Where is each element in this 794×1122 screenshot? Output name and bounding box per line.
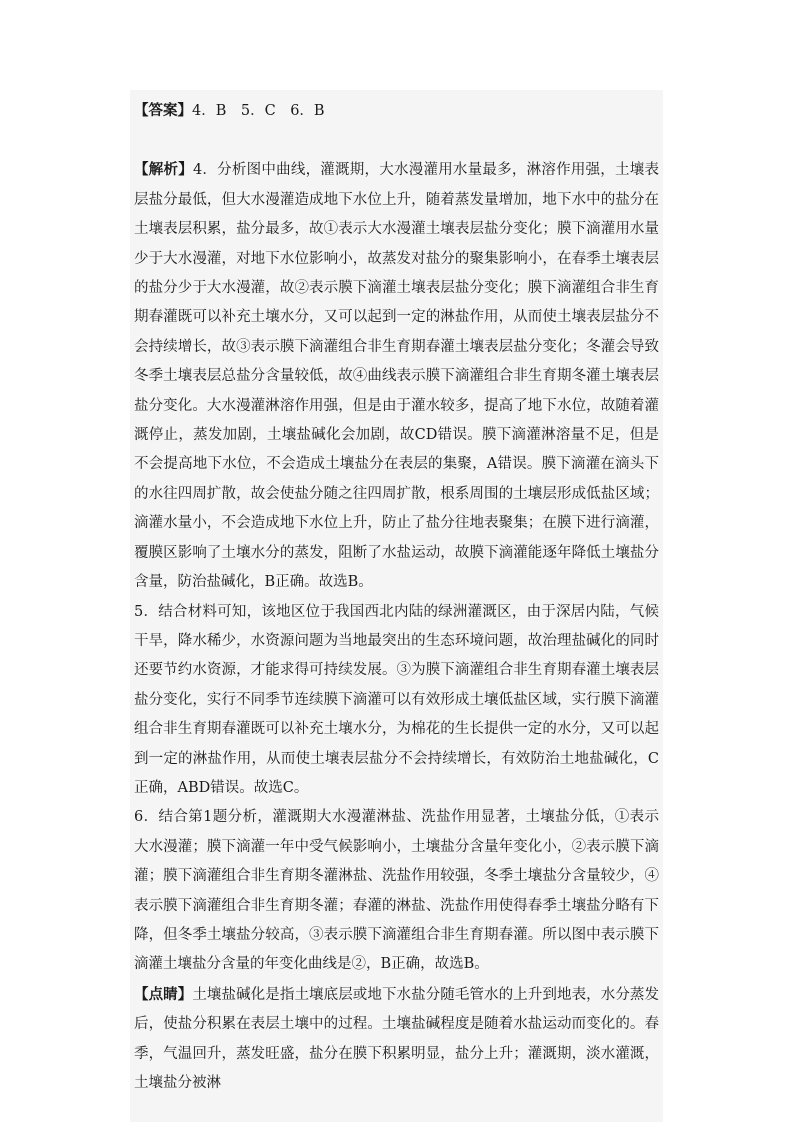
answer-text: 4．B 5．C 6．B [192,103,325,119]
analysis-q4-text: 4．分析图中曲线，灌溉期，大水漫灌用水量最多，淋溶作用强，土壤表层盐分最低，但大水漫灌造成地下水位上升，随着蒸发量增加，地下水中的盐分在土壤表层积累，盐分最多，故①表示大水漫灌土壤表层盐分变化；膜下滴灌用水量少于大水漫灌，对地下水位影响小，故蒸发对盐分的聚集影响小，在春季土壤表层的盐分少于大水漫灌，故②表示膜下滴灌土壤表层盐分变化；膜下滴灌组合非生育期春灌既可以补充土壤水分，又可以起到一定的淋盐作用，从而使土壤表层盐分不会持续增长，故③表示膜下滴灌组合非生育期春灌土壤表层盐分变化；冬灌会导致冬季土壤表层总盐分含量较低，故④曲线表示膜下滴灌组合非生育期冬灌土壤表层盐分变化。大水漫灌淋溶作用强，但是由于灌水较多，提高了地下水位，故随着灌溉停止，蒸发加剧，土壤盐碱化会加剧，故CD错误。膜下滴灌淋溶量不足，但是不会提高地下水位，不会造成土壤盐分在表层的集聚，A错误。膜下滴灌在滴头下的水往四周扩散，故会使盐分随之往四周扩散，根系周围的土壤层形成低盐区域；滴灌水量小，不会造成地下水位上升，防止了盐分往地表聚集；在膜下进行滴灌，覆膜区影响了土壤水分的蒸发，阻断了水盐运动，故膜下滴灌能逐年降低土壤盐分含量，防治盐碱化，B正确。故选B。 [134,162,659,591]
tip-tag: 【点睛】 [134,985,193,1003]
analysis-q4 [134,155,659,597]
analysis-q6: 6．结合第1题分析，灌溉期大水漫灌淋盐、洗盐作用显著，土壤盐分低，①表示大水漫灌；膜下滴灌一年中受气候影响小，土壤盐分含量年变化小，②表示膜下滴灌；膜下滴灌组合非生育期冬灌淋盐、洗盐作用较强，冬季土壤盐分含量较少，④表示膜下滴灌组合非生育期冬灌；春灌的淋盐、洗盐作用使得春季土壤盐分略有下降，但冬季土壤盐分较高，③表示膜下滴灌组合非生育期春灌。所以图中表示膜下滴灌土壤盐分含量的年变化曲线是②，B正确，故选B。 [134,809,659,973]
analysis-q5: 5．结合材料可知，该地区位于我国西北内陆的绿洲灌溉区，由于深居内陆，气候干旱，降水稀少，水资源问题为当地最突出的生态环境问题，故治理盐碱化的同时还要节约水资源，才能求得可持续发展。③为膜下滴灌组合非生育期春灌土壤表层盐分变化，实行不同季节连续膜下滴灌可以有效形成土壤低盐区域，实行膜下滴灌组合非生育期春灌既可以补充土壤水分，为棉花的生长提供一定的水分，又可以起到一定的淋盐作用，从而使土壤表层盐分不会持续增长，有效防治土地盐碱化，C正确，ABD错误。故选C。 [134,603,659,796]
answer-tag: 【答案】 [134,102,192,119]
tip-paragraph [134,980,659,1099]
tip-text: 土壤盐碱化是指土壤底层或地下水盐分随毛管水的上升到地表，水分蒸发后，使盐分积累在表层土壤中的过程。土壤盐碱程度是随着水盐运动而变化的。春季，气温回升，蒸发旺盛，盐分在膜下积累明显，盐分上升；灌溉期，淡水灌溉，土壤盐分被淋 [134,986,659,1091]
document-content [134,96,659,1098]
analysis-tag: 【解析】 [134,161,193,179]
document-page [130,90,663,1122]
answer-line [134,96,659,126]
